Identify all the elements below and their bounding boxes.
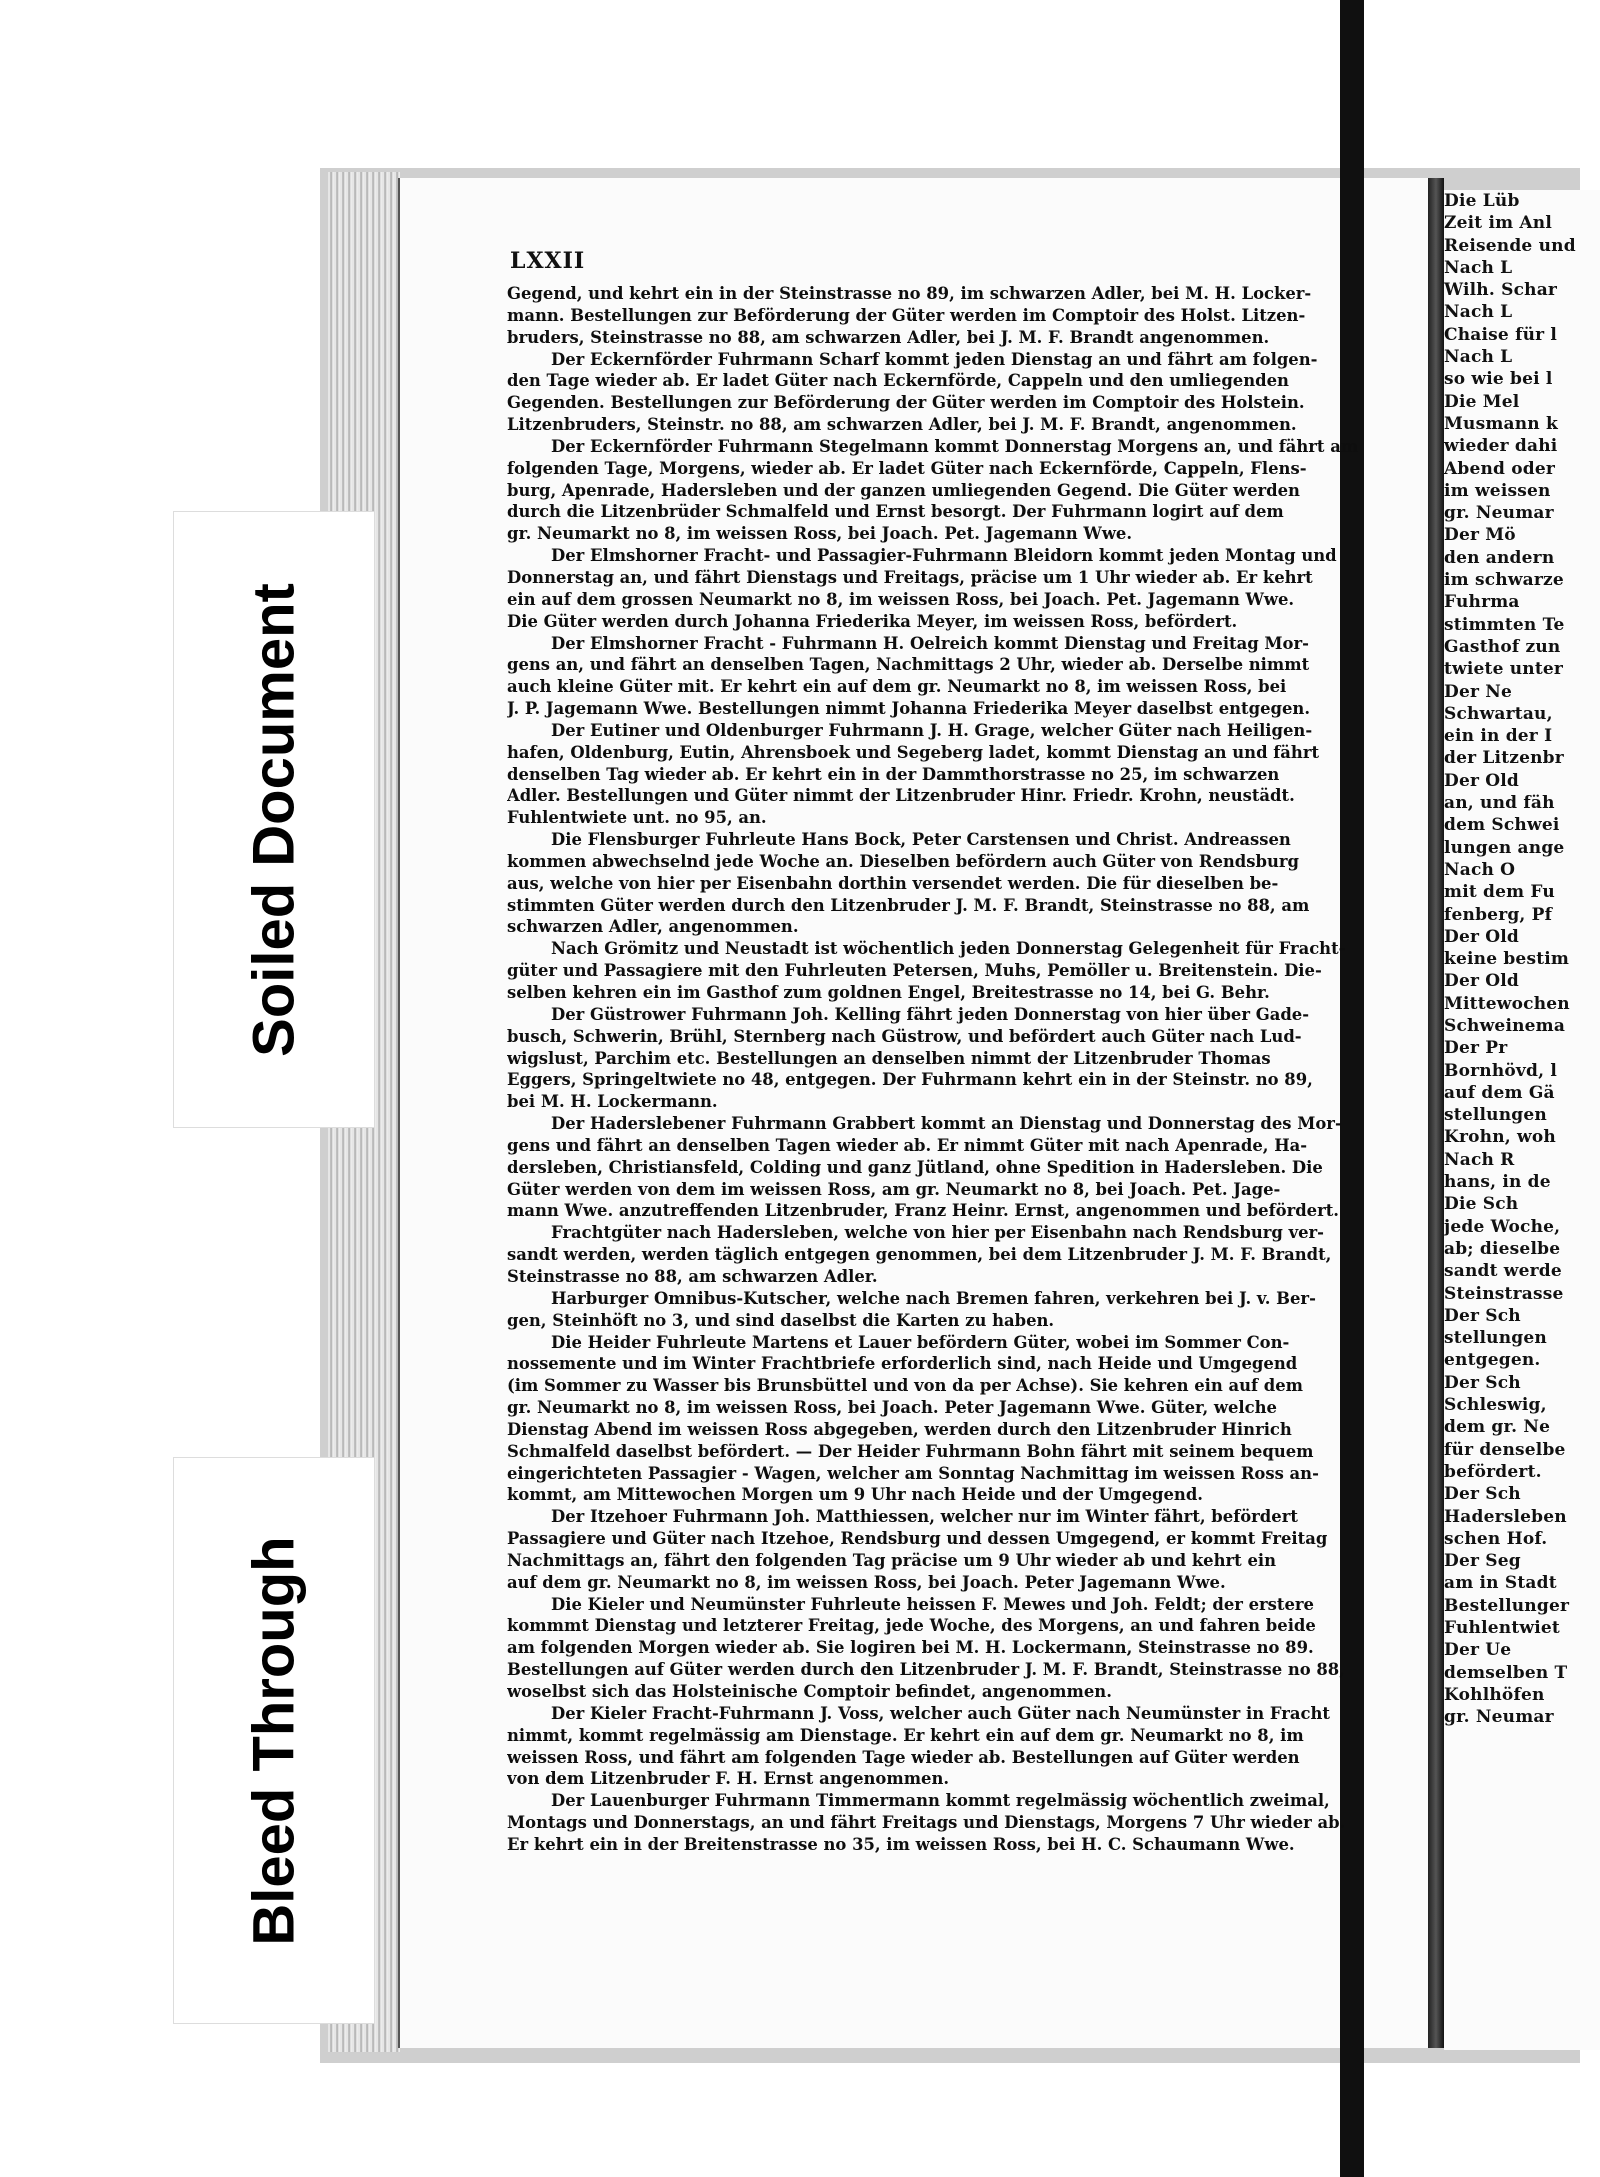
text-line: Schmalfeld daselbst befördert. — Der Heider Fuhrmann Bohn fährt mit seinem bequem: [507, 1441, 1314, 1461]
text-line: den Tage wieder ab. Er ladet Güter nach Eckernförde, Cappeln und den umliegenden: [507, 371, 1289, 391]
text-line: Nach Grömitz und Neustadt ist wöchentlich jeden Donnerstag Gelegenheit für Fracht-: [551, 939, 1346, 959]
right-page-line: Fuhrma: [1444, 592, 1520, 613]
text-line: Der Güstrower Fuhrmann Joh. Kelling fährt jeden Donnerstag von hier über Gade-: [551, 1004, 1310, 1024]
text-line: Montags und Donnerstags, an und fährt Freitags und Dienstags, Morgens 7 Uhr wieder ab.: [507, 1813, 1346, 1833]
text-line: Der Eutiner und Oldenburger Fuhrmann J. H. Grage, welcher Güter nach Heiligen-: [551, 720, 1313, 740]
right-page-line: ein in der I: [1444, 726, 1553, 747]
right-page-line: am in Stadt: [1444, 1573, 1557, 1594]
right-page-line: Reisende und: [1444, 235, 1576, 256]
text-line: nossemente und im Winter Frachtbriefe erforderlich sind, nach Heide und Umgegend: [507, 1354, 1298, 1374]
text-line: gr. Neumarkt no 8, im weissen Ross, bei Joach. Pet. Jagemann Wwe.: [507, 524, 1133, 544]
text-line: busch, Schwerin, Brühl, Sternberg nach Güstrow, und befördert auch Güter nach Lud-: [507, 1026, 1302, 1046]
text-line: Güter werden von dem im weissen Ross, am gr. Neumarkt no 8, bei Joach. Pet. Jage-: [507, 1179, 1281, 1199]
text-line: burg, Apenrade, Hadersleben und der ganzen umliegenden Gegend. Die Güter werden: [507, 480, 1300, 500]
text-line: weissen Ross, und fährt am folgenden Tage wieder ab. Bestellungen auf Güter werden: [507, 1747, 1300, 1767]
text-line: dersleben, Christiansfeld, Colding und ganz Jütland, ohne Spedition in Hadersleben. Die: [507, 1157, 1323, 1177]
right-page-line: Die Mel: [1444, 391, 1520, 412]
right-page-line: stellungen: [1444, 1328, 1547, 1349]
right-page-text: [1444, 190, 1600, 1728]
right-page-line: entgegen.: [1444, 1350, 1541, 1371]
right-page: [1444, 190, 1600, 2050]
text-line: folgenden Tage, Morgens, wieder ab. Er ladet Güter nach Eckernförde, Cappeln, Flens-: [507, 458, 1307, 478]
text-line: Die Flensburger Fuhrleute Hans Bock, Peter Carstensen und Christ. Andreassen: [551, 830, 1291, 850]
text-line: Dienstag Abend im weissen Ross abgegeben, werden durch den Litzenbruder Hinrich: [507, 1419, 1292, 1439]
text-line: (im Sommer zu Wasser bis Brunsbüttel und von da per Achse). Sie kehren ein auf dem: [507, 1376, 1303, 1396]
text-line: Nachmittags an, fährt den folgenden Tag präcise um 9 Uhr wieder ab und kehrt ein: [507, 1550, 1277, 1570]
main-text-block: [507, 283, 1387, 1856]
text-line: Die Güter werden durch Johanna Friederika Meyer, im weissen Ross, befördert.: [507, 611, 1238, 631]
text-line: Der Elmshorner Fracht - Fuhrmann H. Oelreich kommt Dienstag und Freitag Mor-: [551, 633, 1309, 653]
right-page-line: Die Sch: [1444, 1194, 1519, 1215]
text-line: Adler. Bestellungen und Güter nimmt der Litzenbruder Hinr. Friedr. Krohn, neustädt.: [507, 786, 1295, 806]
right-page-line: mit dem Fu: [1444, 882, 1555, 903]
right-page-line: Der Pr: [1444, 1038, 1508, 1059]
text-line: Fuhlentwiete unt. no 95, an.: [507, 808, 767, 828]
text-line: kommmt Dienstag und letzterer Freitag, jede Woche, des Morgens, an und fahren beide: [507, 1616, 1316, 1636]
right-page-line: Fuhlentwiet: [1444, 1618, 1560, 1638]
text-line: durch die Litzenbrüder Schmalfeld und Ernst besorgt. Der Fuhrmann logirt auf dem: [507, 502, 1284, 522]
right-page-line: der Litzenbr: [1444, 748, 1564, 769]
right-page-line: Nach L: [1444, 347, 1513, 368]
text-line: Der Eckernförder Fuhrmann Stegelmann kommt Donnerstag Morgens an, und fährt am: [551, 436, 1359, 456]
text-line: selben kehren ein im Gasthof zum goldnen Engel, Breitestrasse no 14, bei G. Behr.: [507, 983, 1270, 1002]
right-page-line: gr. Neumar: [1444, 1707, 1554, 1728]
text-line: eingerichteten Passagier - Wagen, welcher am Sonntag Nachmittag im weissen Ross an-: [507, 1463, 1319, 1483]
right-page-line: Der Old: [1444, 971, 1519, 992]
right-page-line: Schwartau,: [1444, 703, 1553, 724]
right-page-line: Bornhövd, l: [1444, 1060, 1557, 1081]
right-page-line: fenberg, Pf: [1444, 904, 1553, 925]
right-page-line: Der Mö: [1444, 525, 1516, 546]
right-page-line: jede Woche,: [1444, 1216, 1561, 1237]
text-line: bruders, Steinstrasse no 88, am schwarzen Adler, bei J. M. F. Brandt angenommen.: [507, 327, 1270, 347]
text-line: Gegend, und kehrt ein in der Steinstrasse no 89, im schwarzen Adler, bei M. H. Locker-: [507, 284, 1312, 303]
text-line: denselben Tag wieder ab. Er kehrt ein in der Dammthorstrasse no 25, im schwarzen: [507, 764, 1280, 784]
text-line: schwarzen Adler, angenommen.: [507, 917, 799, 937]
right-page-line: den andern: [1444, 547, 1555, 568]
right-page-line: Nach L: [1444, 302, 1513, 323]
text-line: mann Wwe. anzutreffenden Litzenbruder, Franz Heinr. Ernst, angenommen und befördert.: [507, 1201, 1340, 1221]
right-page-line: Wilh. Schar: [1444, 280, 1558, 301]
right-page-line: Chaise für l: [1444, 324, 1558, 345]
right-page-line: Steinstrasse: [1444, 1283, 1564, 1304]
text-line: wigslust, Parchim etc. Bestellungen an denselben nimmt der Litzenbruder Thomas: [507, 1048, 1271, 1068]
text-line: von dem Litzenbruder F. H. Ernst angenommen.: [507, 1769, 950, 1789]
text-line: Gegenden. Bestellungen zur Beförderung der Güter werden im Comptoir des Holstein.: [507, 393, 1305, 413]
text-line: Der Haderslebener Fuhrmann Grabbert kommt an Dienstag und Donnerstag des Mor-: [551, 1114, 1342, 1134]
text-line: Frachtgüter nach Hadersleben, welche von hier per Eisenbahn nach Rendsburg ver-: [551, 1223, 1324, 1243]
text-line: güter und Passagiere mit den Fuhrleuten Petersen, Muhs, Pemöller u. Breitenstein. Die-: [507, 961, 1322, 981]
right-page-line: Mittewochen: [1444, 993, 1570, 1014]
right-page-line: Bestellunger: [1444, 1595, 1570, 1616]
text-line: auch kleine Güter mit. Er kehrt ein auf dem gr. Neumarkt no 8, im weissen Ross, bei: [507, 677, 1287, 697]
text-line: woselbst sich das Holsteinische Comptoir befindet, angenommen.: [507, 1682, 1112, 1701]
right-page-line: Der Sch: [1444, 1484, 1521, 1505]
text-line: Die Kieler und Neumünster Fuhrleute heissen F. Mewes und Joh. Feldt; der erstere: [551, 1594, 1314, 1614]
right-page-line: Die Lüb: [1444, 191, 1520, 211]
right-page-line: Musmann k: [1444, 413, 1558, 434]
soiled-document-label: Soiled Document: [241, 582, 307, 1057]
right-page-line: Hadersleben: [1444, 1506, 1567, 1527]
text-line: ein auf dem grossen Neumarkt no 8, im weissen Ross, bei Joach. Pet. Jagemann Wwe.: [507, 589, 1295, 609]
right-page-line: für denselbe: [1444, 1439, 1566, 1460]
right-page-line: lungen ange: [1444, 837, 1565, 858]
right-page-line: hans, in de: [1444, 1172, 1551, 1193]
text-line: gens und fährt an denselben Tagen wieder ab. Er nimmt Güter mit nach Apenrade, Ha-: [507, 1135, 1308, 1155]
text-line: Der Itzehoer Fuhrmann Joh. Matthiessen, welcher nur im Winter fährt, befördert: [551, 1507, 1298, 1527]
text-line: Der Eckernförder Fuhrmann Scharf kommt jeden Dienstag an und fährt am folgen-: [551, 349, 1318, 369]
right-page-line: dem gr. Ne: [1444, 1417, 1551, 1438]
text-line: kommen abwechselnd jede Woche an. Dieselben befördern auch Güter von Rendsburg: [507, 851, 1299, 871]
text-line: auf dem gr. Neumarkt no 8, im weissen Ross, bei Joach. Peter Jagemann Wwe.: [507, 1572, 1226, 1592]
right-page-line: Der Old: [1444, 926, 1519, 947]
right-page-line: demselben T: [1444, 1662, 1568, 1683]
bleed-through-label: Bleed Through: [241, 1535, 307, 1946]
right-page-line: Der Old: [1444, 770, 1519, 791]
text-line: Passagiere und Güter nach Itzehoe, Rendsburg und dessen Umgegend, er kommt Freitag: [507, 1529, 1328, 1549]
right-page-line: so wie bei l: [1444, 369, 1553, 390]
text-line: Steinstrasse no 88, am schwarzen Adler.: [507, 1266, 878, 1286]
text-line: bei M. H. Lockermann.: [507, 1092, 718, 1112]
bleed-through-tab: [174, 1458, 374, 2023]
right-page-line: Kohlhöfen: [1444, 1684, 1545, 1705]
text-line: Der Kieler Fracht-Fuhrmann J. Voss, welcher auch Güter nach Neumünster in Fracht: [551, 1703, 1330, 1723]
right-page-line: gr. Neumar: [1444, 503, 1554, 524]
right-page-line: wieder dahi: [1444, 436, 1558, 457]
page-number: LXXII: [510, 248, 586, 274]
text-line: Er kehrt ein in der Breitenstrasse no 35, im weissen Ross, bei H. C. Schaumann Wwe.: [507, 1834, 1295, 1854]
right-page-line: Der Ne: [1444, 681, 1512, 702]
right-page-line: ab; dieselbe: [1444, 1238, 1561, 1259]
right-page-line: sandt werde: [1444, 1261, 1562, 1282]
right-page-line: Nach L: [1444, 257, 1513, 278]
right-page-line: befördert.: [1444, 1461, 1542, 1482]
right-page-line: Abend oder: [1444, 458, 1556, 479]
text-line: am folgenden Morgen wieder ab. Sie logiren bei M. H. Lockermann, Steinstrasse no 89.: [507, 1638, 1314, 1658]
right-page-line: an, und fäh: [1444, 793, 1555, 814]
right-page-line: Gasthof zun: [1444, 636, 1561, 657]
right-page-line: auf dem Gä: [1444, 1082, 1555, 1103]
right-page-line: schen Hof.: [1444, 1528, 1548, 1549]
text-line: Donnerstag an, und fährt Dienstags und Freitags, präcise um 1 Uhr wieder ab. Er kehrt: [507, 567, 1313, 587]
right-page-line: im schwarze: [1444, 570, 1564, 591]
right-page-line: Schleswig,: [1444, 1395, 1547, 1416]
right-page-line: Schweinema: [1444, 1015, 1566, 1036]
text-line: Der Elmshorner Fracht- und Passagier-Fuhrmann Bleidorn kommt jeden Montag und: [551, 546, 1337, 566]
right-page-line: stellungen: [1444, 1105, 1547, 1126]
text-line: Bestellungen auf Güter werden durch den Litzenbruder J. M. F. Brandt, Steinstrasse no 88,: [507, 1660, 1345, 1680]
soiled-document-tab: [174, 512, 374, 1127]
text-line: Der Lauenburger Fuhrmann Timmermann kommt regelmässig wöchentlich zweimal,: [551, 1791, 1330, 1811]
text-line: Eggers, Springeltwiete no 48, entgegen. Der Fuhrmann kehrt ein in der Steinstr. no 89,: [507, 1070, 1313, 1090]
right-page-line: stimmten Te: [1444, 614, 1565, 635]
right-page-line: im weissen: [1444, 480, 1551, 501]
text-line: Litzenbruders, Steinstr. no 88, am schwarzen Adler, bei J. M. F. Brandt, angenommen.: [507, 415, 1297, 435]
text-line: gens an, und fährt an denselben Tagen, Nachmittags 2 Uhr, wieder ab. Derselbe nimmt: [507, 655, 1310, 675]
right-page-line: Der Sch: [1444, 1372, 1521, 1393]
right-page-line: Der Seg: [1444, 1551, 1521, 1572]
text-line: J. P. Jagemann Wwe. Bestellungen nimmt Johanna Friederika Meyer daselbst entgegen.: [507, 699, 1311, 719]
text-line: Die Heider Fuhrleute Martens et Lauer befördern Güter, wobei im Sommer Con-: [551, 1332, 1290, 1352]
text-line: gr. Neumarkt no 8, im weissen Ross, bei Joach. Peter Jagemann Wwe. Güter, welche: [507, 1398, 1277, 1418]
right-page-line: keine bestim: [1444, 949, 1570, 970]
right-page-line: dem Schwei: [1444, 815, 1560, 836]
text-line: aus, welche von hier per Eisenbahn dorthin versendet werden. Die für dieselben be-: [507, 873, 1279, 893]
book-gutter: [1428, 178, 1444, 2048]
text-line: sandt werden, werden täglich entgegen genommen, bei dem Litzenbruder J. M. F. Brandt,: [507, 1245, 1332, 1265]
text-line: kommt, am Mittewochen Morgen um 9 Uhr nach Heide und der Umgegend.: [507, 1485, 1204, 1505]
right-page-line: Der Sch: [1444, 1305, 1521, 1326]
text-line: Harburger Omnibus-Kutscher, welche nach Bremen fahren, verkehren bei J. v. Ber-: [551, 1288, 1316, 1308]
right-page-line: Zeit im Anl: [1444, 213, 1553, 234]
text-line: hafen, Oldenburg, Eutin, Ahrensboek und Segeberg ladet, kommt Dienstag an und fährt: [507, 742, 1320, 762]
right-page-line: Nach R: [1444, 1149, 1515, 1170]
right-page-line: Der Ue: [1444, 1640, 1512, 1661]
right-page-line: twiete unter: [1444, 659, 1564, 680]
text-line: stimmten Güter werden durch den Litzenbruder J. M. F. Brandt, Steinstrasse no 88, am: [507, 895, 1310, 915]
text-line: gen, Steinhöft no 3, und sind daselbst die Karten zu haben.: [507, 1310, 1055, 1330]
text-line: mann. Bestellungen zur Beförderung der Güter werden im Comptoir des Holst. Litzen-: [507, 305, 1306, 325]
right-page-line: Krohn, woh: [1444, 1127, 1556, 1148]
right-page-line: Nach O: [1444, 859, 1516, 880]
text-line: nimmt, kommt regelmässig am Dienstage. Er kehrt ein auf dem gr. Neumarkt no 8, im: [507, 1725, 1304, 1745]
